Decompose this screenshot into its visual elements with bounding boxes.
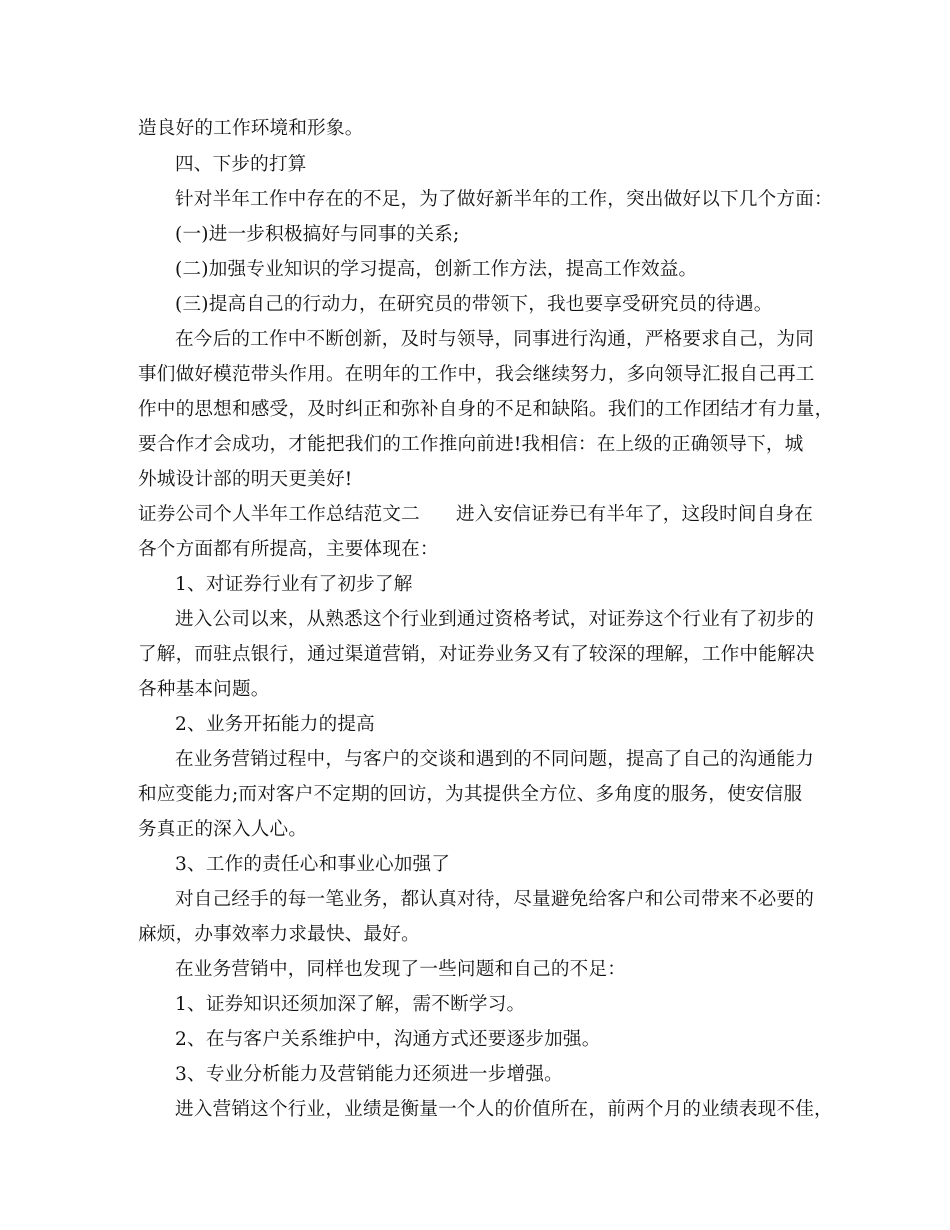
paragraph-line: 麻烦，办事效率力求最快、最好。: [138, 924, 420, 945]
list-item: 3、专业分析能力及营销能力还须进一步增强。: [175, 1064, 563, 1085]
list-item: 1、证券知识还须加深了解，需不断学习。: [175, 994, 526, 1015]
paragraph-line: 在业务营销中，同样也发现了一些问题和自己的不足：: [175, 959, 627, 980]
section-title: 证券公司个人半年工作总结范文二: [138, 504, 420, 525]
paragraph-line: 造良好的工作环境和形象。: [138, 118, 364, 139]
paragraph-line: 各个方面都有所提高，主要体现在：: [138, 539, 439, 560]
paragraph-line: 各种基本问题。: [138, 679, 270, 700]
paragraph-line: 作中的思想和感受，及时纠正和弥补自身的不足和缺陷。我们的工作团结才有力量，: [138, 399, 834, 420]
paragraph-line: 和应变能力;而对客户不定期的回访，为其提供全方位、多角度的服务，使安信服: [138, 784, 803, 805]
paragraph-line: 了解，而驻点银行，通过渠道营销，对证券业务又有了较深的理解，工作中能解决: [138, 644, 815, 665]
section-heading: 3、工作的责任心和事业心加强了: [175, 854, 451, 875]
list-item: (一)进一步积极搞好与同事的关系;: [175, 224, 460, 245]
section-heading: 1、对证券行业有了初步了解: [175, 574, 413, 595]
paragraph-line: 在今后的工作中不断创新，及时与领导，同事进行沟通，严格要求自己，为同: [175, 329, 814, 350]
paragraph-line: 在业务营销过程中，与客户的交谈和遇到的不同问题，提高了自己的沟通能力: [175, 749, 814, 770]
paragraph-line: 进入公司以来，从熟悉这个行业到通过资格考试，对证券这个行业有了初步的: [175, 609, 814, 630]
list-item: 2、在与客户关系维护中，沟通方式还要逐步加强。: [175, 1029, 601, 1050]
section-title-line: [138, 502, 813, 528]
paragraph-line: 进入营销这个行业，业绩是衡量一个人的价值所在，前两个月的业绩表现不佳，: [175, 1099, 833, 1120]
list-item: (二)加强专业知识的学习提高，创新工作方法，提高工作效益。: [175, 259, 698, 280]
paragraph-line: 针对半年工作中存在的不足，为了做好新半年的工作，突出做好以下几个方面：: [175, 189, 833, 210]
paragraph-line: 事们做好模范带头作用。在明年的工作中，我会继续努力，多向领导汇报自己再工: [138, 364, 815, 385]
section-heading: 四、下步的打算: [175, 154, 307, 175]
paragraph-line: 对自己经手的每一笔业务，都认真对待，尽量避免给客户和公司带来不必要的: [175, 889, 814, 910]
paragraph-line: 务真正的深入人心。: [138, 819, 308, 840]
paragraph-line: 外城设计部的明天更美好!: [138, 469, 353, 490]
list-item: (三)提高自己的行动力，在研究员的带领下，我也要享受研究员的待遇。: [175, 294, 773, 315]
paragraph-line: 要合作才会成功，才能把我们的工作推向前进!我相信：在上级的正确领导下，城: [138, 434, 804, 455]
paragraph-line: 进入安信证券已有半年了，这段时间自身在: [456, 504, 814, 525]
section-heading: 2、业务开拓能力的提高: [175, 714, 375, 735]
